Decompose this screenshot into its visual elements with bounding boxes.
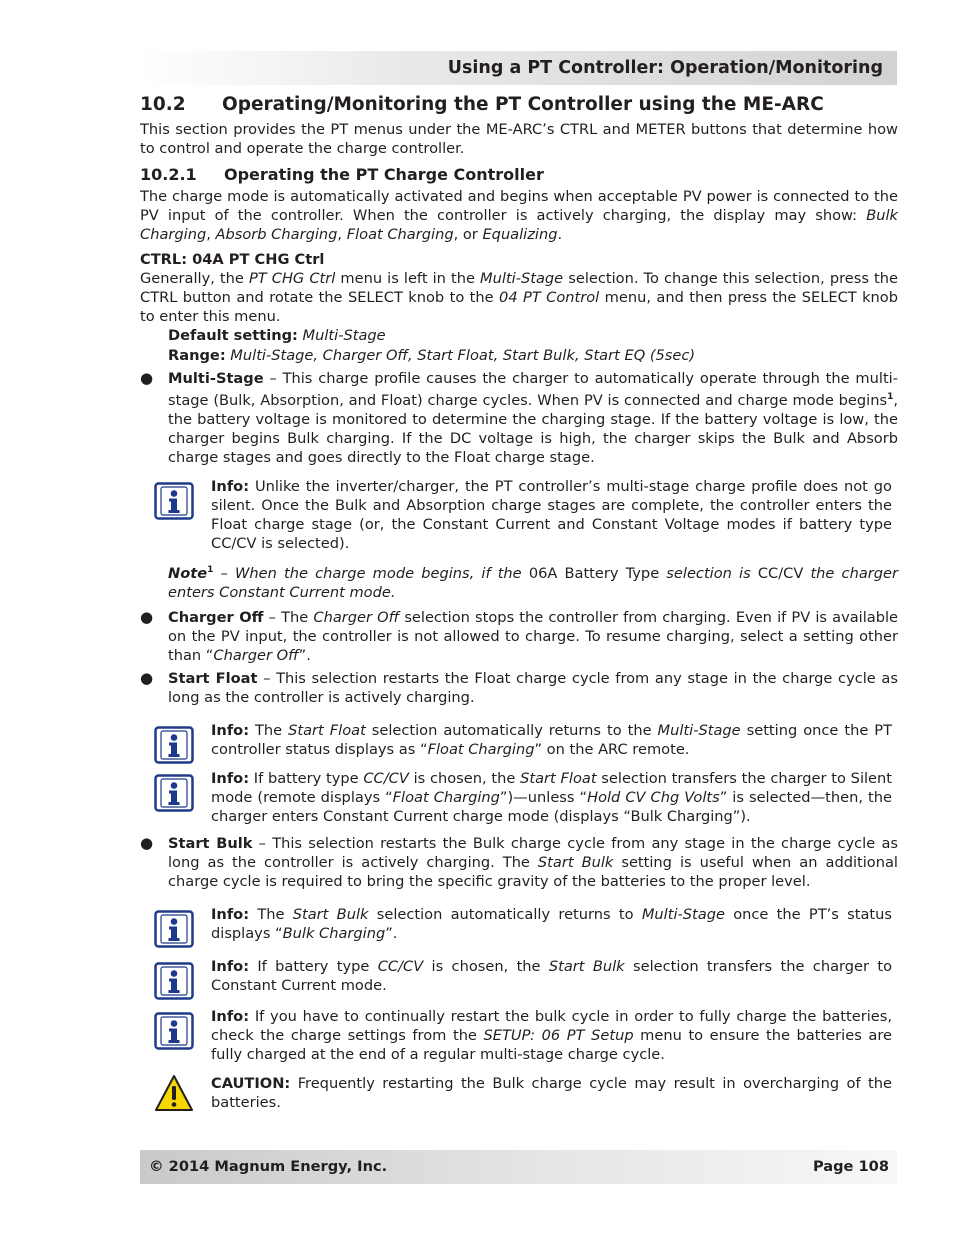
running-header-title: Using a PT Controller: Operation/Monitoring bbox=[447, 58, 883, 78]
info-box-start-bulk-return: Info: The Start Bulk selection automatically returns to Multi-Stage once the PT’s status displays “Bulk Charging”. bbox=[140, 905, 892, 943]
bullet-dot: ● bbox=[140, 668, 154, 687]
footer-page-number: Page 108 bbox=[812, 1158, 889, 1175]
section-intro: This section provides the PT menus under the ME-ARC’s CTRL and METER buttons that determine how to control and operate the charge controller. bbox=[140, 121, 898, 157]
section-heading bbox=[140, 94, 898, 115]
ctrl-menu-paragraph: Generally, the PT CHG Ctrl menu is left in the Multi-Stage selection. To change this selection, press the CTRL button and rotate the SELECT knob to the 04 PT Control menu, and then press the SELECT knob to enter this menu. bbox=[140, 270, 898, 325]
ctrl-menu-heading: CTRL: 04A PT CHG Ctrl bbox=[140, 251, 325, 268]
bullet-start-bulk: ● Start Bulk – This selection restarts the Bulk charge cycle from any stage in the charge cycle as long as the controller is actively charging. The Start Bulk setting is useful when an additional charge cycle is required to bring the specific gravity of the batteries to the proper level. bbox=[140, 833, 898, 890]
caution-warning-icon bbox=[154, 1074, 194, 1112]
bullet-start-float: ● Start Float – This selection restarts the Float charge cycle from any stage in the charge cycle as long as the controller is actively charging. bbox=[140, 668, 898, 706]
info-box-start-bulk-cccv: Info: If battery type CC/CV is chosen, the Start Bulk selection transfers the charger to Constant Current mode. bbox=[140, 957, 892, 995]
section-title: Operating/Monitoring the PT Controller using the ME-ARC bbox=[222, 94, 824, 115]
bullet-dot: ● bbox=[140, 607, 154, 626]
info-icon bbox=[154, 1012, 194, 1050]
running-header bbox=[140, 51, 897, 85]
page-content bbox=[140, 94, 898, 1120]
info-box-start-float-return: Info: The Start Float selection automatically returns to the Multi-Stage setting once the PT controller status displays as “Float Charging” on the ARC remote. bbox=[140, 721, 892, 759]
info-icon bbox=[154, 774, 194, 812]
bullet-dot: ● bbox=[140, 833, 154, 852]
footer-copyright: © 2014 Magnum Energy, Inc. bbox=[149, 1158, 388, 1175]
info-box-start-float-cccv: Info: If battery type CC/CV is chosen, the Start Float selection transfers the charger to Silent mode (remote displays “Float Charging”)—unless “Hold CV Chg Volts” is selected—then, the charger enters Constant Current charge mode (displays “Bulk Charging”). bbox=[140, 769, 892, 826]
footnote: Note$^1$ – When the charge mode begins, if the 06A Battery Type selection is CC/CV the charger enters Constant Current mode. bbox=[168, 564, 899, 601]
default-setting: Default setting: Multi-Stage bbox=[168, 327, 386, 344]
info-box-restart-bulk: Info: If you have to continually restart the bulk cycle in order to fully charge the batteries, check the charge settings from the SETUP: 06 PT Setup menu to ensure the batteries are fully charged at the end of a regular multi-stage charge cycle. bbox=[140, 1007, 892, 1064]
page-footer bbox=[140, 1150, 897, 1184]
info-icon bbox=[154, 962, 194, 1000]
info-icon bbox=[154, 726, 194, 764]
charge-mode-paragraph: The charge mode is automatically activated and begins when acceptable PV power is connected to the PV input of the controller. When the controller is actively charging, the display may show: Bulk Charging, Absorb Charging, Float Charging, or Equalizing. bbox=[140, 188, 898, 243]
caution-box: CAUTION: Frequently restarting the Bulk charge cycle may result in overcharging of the batteries. bbox=[140, 1074, 892, 1112]
bullet-charger-off: ● Charger Off – The Charger Off selection stops the controller from charging. Even if PV is available on the PV input, the controller is not allowed to charge. To resume charging, select a setting other than “Charger Off”. bbox=[140, 607, 898, 664]
info-box-multi-stage: Info: Unlike the inverter/charger, the PT controller’s multi-stage charge profile does not go silent. Once the Bulk and Absorption charge stages are complete, the controller enters the Float charge stage (or, the Constant Current and Constant Voltage modes if battery type CC/CV is selected). bbox=[140, 477, 892, 553]
info-icon bbox=[154, 910, 194, 948]
subsection-heading bbox=[140, 165, 898, 184]
section-number: 10.2 bbox=[140, 94, 186, 115]
subsection-title: Operating the PT Charge Controller bbox=[224, 165, 544, 184]
subsection-number: 10.2.1 bbox=[140, 165, 197, 184]
info-icon bbox=[154, 482, 194, 520]
bullet-dot: ● bbox=[140, 369, 154, 387]
range-setting: Range: Multi-Stage, Charger Off, Start Float, Start Bulk, Start EQ (5sec) bbox=[168, 347, 696, 364]
bullet-multi-stage: ● Multi-Stage – This charge profile causes the charger to automatically operate through the multi-stage (Bulk, Absorption, and Float) charge cycles. When PV is connected and charge mode begins$^1$, the battery voltage is monitored to determine the charging stage. If the battery voltage is low, the charger begins Bulk charging. If the DC voltage is high, the charger skips the Bulk and Absorb charge stages and goes directly to the Float charge stage. bbox=[140, 369, 898, 466]
